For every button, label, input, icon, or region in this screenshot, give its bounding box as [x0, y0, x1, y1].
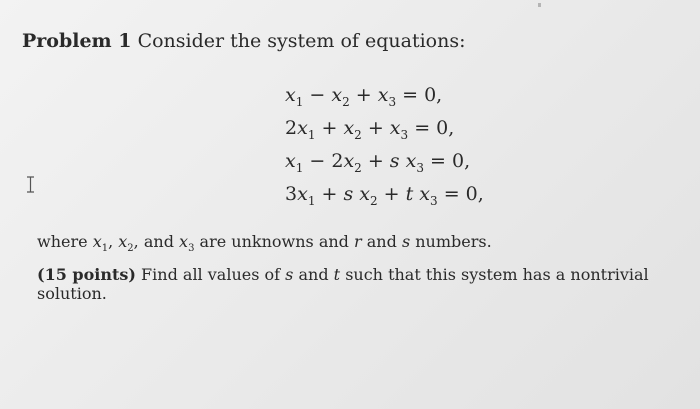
task-statement: (15 points) Find all values of s and t such that this system has a nontrivial solution.	[37, 265, 649, 303]
problem-label: Problem 1	[22, 30, 132, 52]
equation-2: $2x_1 + x_2 + x_3 = 0$,	[285, 117, 455, 142]
equation-3: $x_1 - 2x_2 + s$ $x_3 = 0$,	[285, 150, 471, 175]
equation-1: $x_1 - x_2 + x_3 = 0$,	[285, 84, 443, 109]
problem-title: Consider the system of equations:	[137, 30, 466, 52]
dust-dot	[538, 3, 541, 7]
points-label: (15 points)	[37, 265, 136, 284]
problem-heading	[22, 30, 465, 52]
variable-description: where $x_1$, $x_2$, and $x_3$ are unknowns and r and s numbers.	[37, 232, 492, 255]
text-cursor-icon	[26, 176, 35, 193]
equation-4: $3x_1 + s$ $x_2 + t$ $x_3 = 0$,	[285, 183, 484, 208]
